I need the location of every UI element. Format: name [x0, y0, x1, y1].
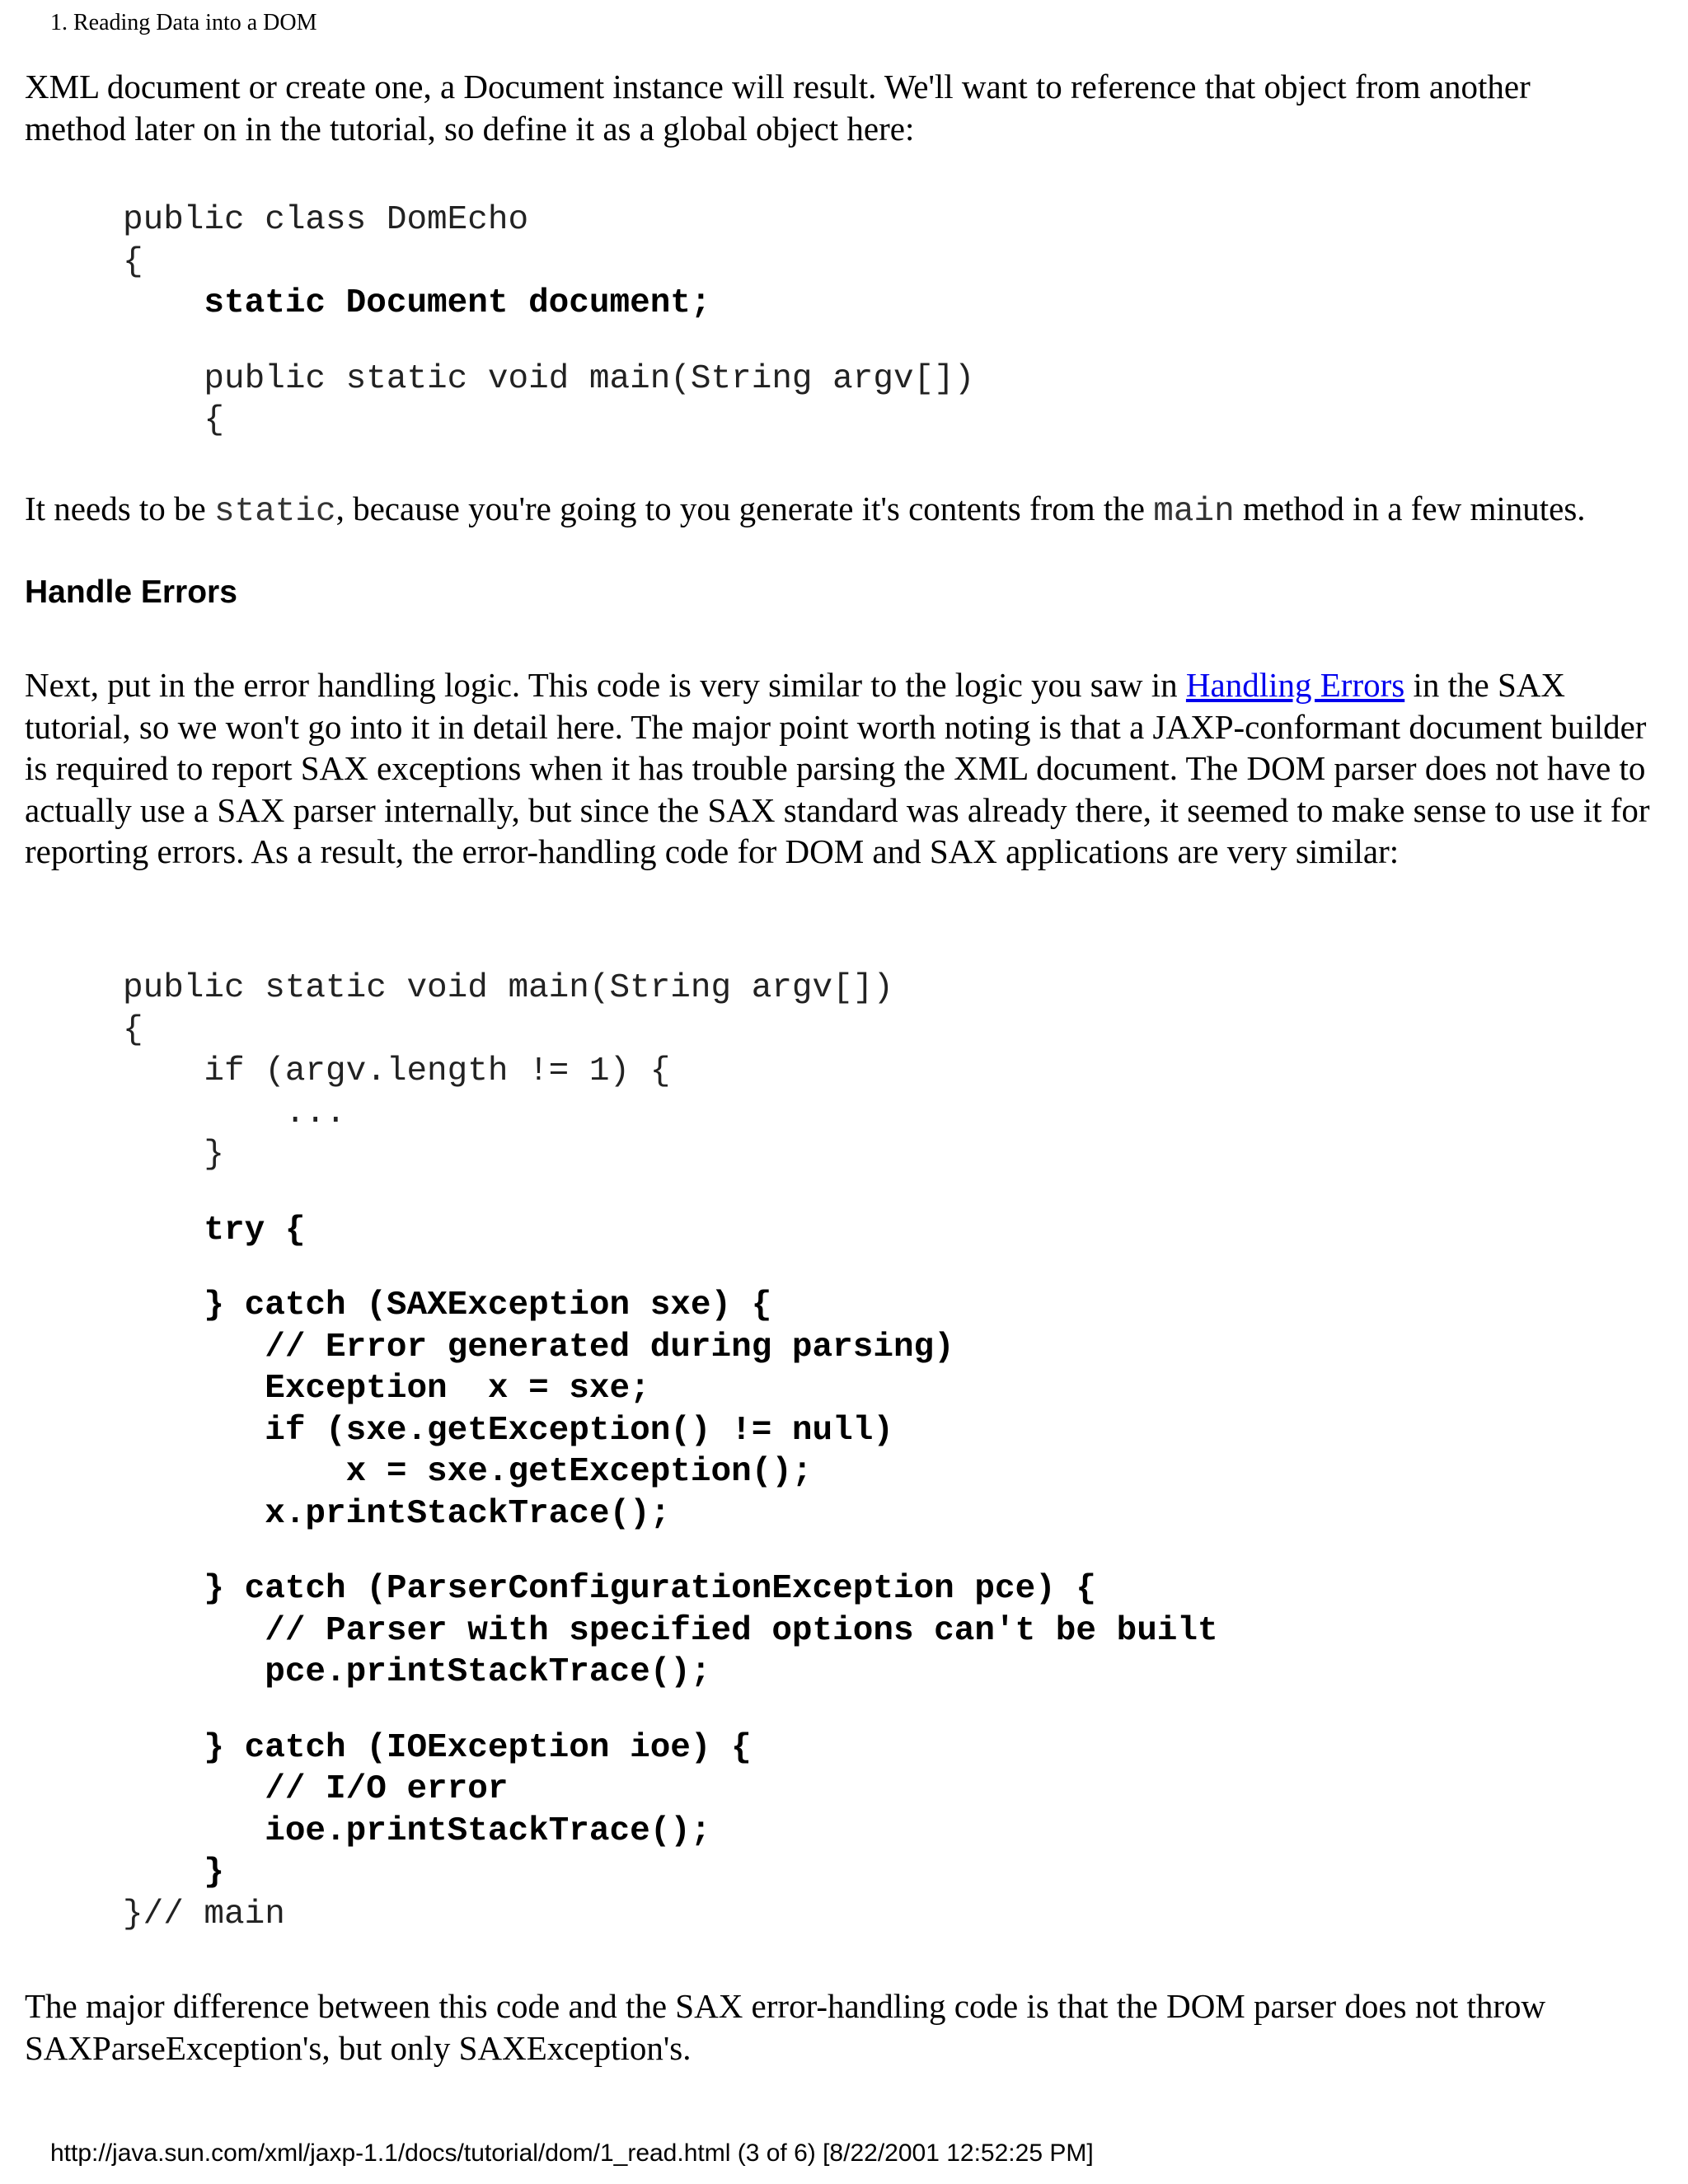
- text: It needs to be: [25, 490, 214, 527]
- page-header: 1. Reading Data into a DOM: [50, 10, 317, 35]
- code-line: // I/O error: [123, 1770, 509, 1808]
- code-block-error-handling: [123, 968, 1218, 1935]
- code-line: ...: [123, 1094, 346, 1132]
- code-line: // Parser with specified options can't be built: [123, 1611, 1218, 1650]
- code-line: if (argv.length != 1) {: [123, 1052, 671, 1090]
- text: , because you're going to you generate it's contents from the: [335, 490, 1154, 527]
- code-line: }// main: [123, 1895, 285, 1933]
- code-line: pce.printStackTrace();: [123, 1653, 711, 1691]
- inline-code-static: static: [213, 493, 336, 531]
- code-line: // Error generated during parsing): [123, 1328, 954, 1366]
- section-heading-handle-errors: Handle Errors: [25, 574, 237, 610]
- page-footer-url: http://java.sun.com/xml/jaxp-1.1/docs/tutorial/dom/1_read.html (3 of 6) [8/22/2001 12:52:25 PM]: [50, 2139, 1094, 2167]
- code-line: public class DomEcho: [123, 201, 529, 239]
- code-line: } catch (IOException ioe) {: [123, 1728, 752, 1767]
- conclusion-paragraph: The major difference between this code and the SAX error-handling code is that the DOM parser does not throw SAXParseException's, but only SAXException's.: [25, 1987, 1546, 2067]
- code-line: } catch (ParserConfigurationException pce) {: [123, 1570, 1096, 1608]
- code-line: }: [123, 1136, 225, 1174]
- text: Next, put in the error handling logic. This code is very similar to the logic you saw in: [25, 666, 1186, 704]
- code-line: ioe.printStackTrace();: [123, 1811, 711, 1850]
- static-paragraph: [25, 488, 1669, 533]
- code-line: public static void main(String argv[]): [123, 359, 975, 398]
- code-line: {: [123, 242, 143, 281]
- code-line: static Document document;: [123, 284, 711, 322]
- code-line: {: [123, 1010, 143, 1049]
- code-line: [123, 1176, 1218, 1210]
- text: method in a few minutes.: [1234, 490, 1586, 527]
- code-line: try {: [123, 1211, 306, 1249]
- code-line: public static void main(String argv[]): [123, 969, 893, 1007]
- code-line: [123, 1535, 1218, 1568]
- code-block-domecho: [123, 199, 974, 442]
- code-line: Exception x = sxe;: [123, 1370, 650, 1408]
- code-line: {: [123, 401, 225, 439]
- error-handling-paragraph: [25, 664, 1669, 873]
- intro-paragraph: XML document or create one, a Document instance will result. We'll want to reference that object from another method later on in the tutorial, so define it as a global object here:: [25, 68, 1531, 148]
- code-line: x = sxe.getException();: [123, 1453, 813, 1491]
- code-line: } catch (SAXException sxe) {: [123, 1286, 772, 1324]
- code-line: [123, 1694, 1218, 1727]
- inline-code-main: main: [1153, 493, 1235, 531]
- code-line: }: [123, 1854, 225, 1891]
- code-line: [123, 1251, 1218, 1285]
- code-line: [123, 325, 974, 359]
- code-line: if (sxe.getException() != null): [123, 1411, 893, 1450]
- text: in the SAX tutorial, so we won't go into it in detail here. The major point worth noting is that a JAXP-conformant document builder is required to report SAX exceptions when it has trouble parsing the XML document. The DOM parser does not have to actually use a SAX parser internally, but since the SAX standard was already there, it seemed to make sense to use it for reporting errors. As a result, the error-handling code for DOM and SAX applications are very similar:: [25, 666, 1650, 870]
- code-line: x.printStackTrace();: [123, 1494, 671, 1533]
- handling-errors-link[interactable]: Handling Errors: [1185, 666, 1405, 704]
